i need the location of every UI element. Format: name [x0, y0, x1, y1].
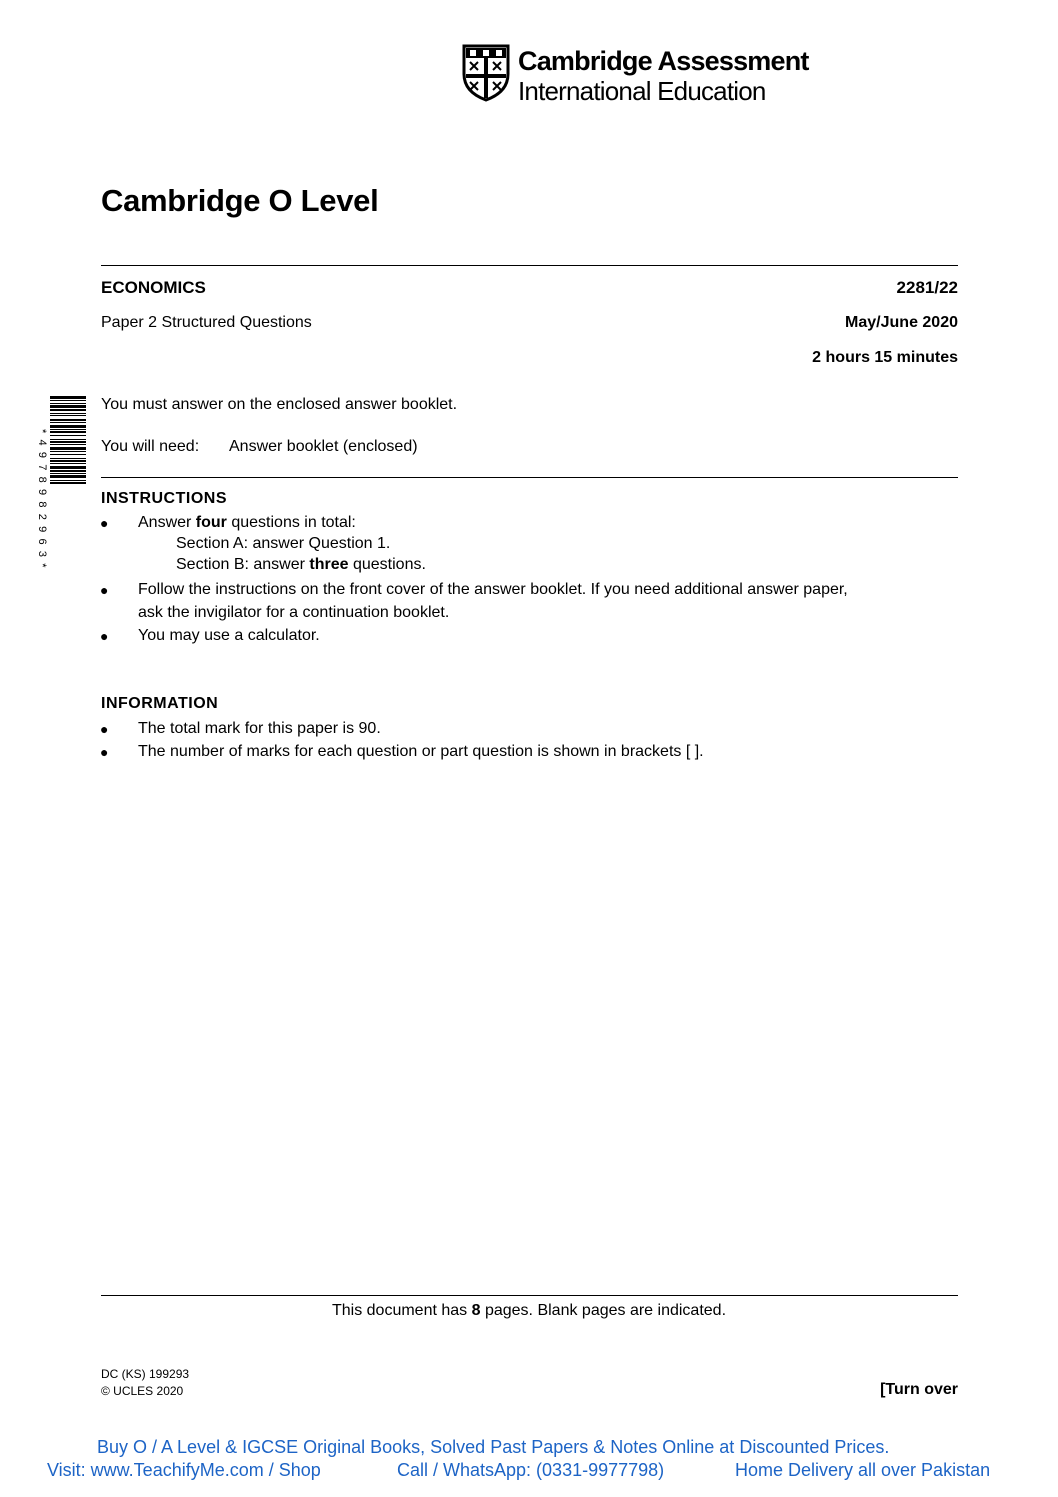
instruction-emphasis: four: [195, 514, 227, 531]
exam-session: May/June 2020: [845, 314, 958, 331]
need-value: Answer booklet (enclosed): [229, 438, 418, 455]
cambridge-logo: [462, 44, 809, 106]
document-code: DC (KS) 199293: [101, 1367, 190, 1381]
paper-code: 2281/22: [896, 278, 958, 297]
turn-over: [Turn over: [880, 1381, 958, 1398]
instruction-text: questions.: [348, 556, 426, 573]
information-heading: INFORMATION: [101, 695, 219, 712]
information-item: The total mark for this paper is 90.: [138, 720, 381, 737]
bullet: ●: [100, 721, 109, 737]
paper-name: Paper 2 Structured Questions: [101, 314, 312, 331]
instruction-text: Section B: answer: [176, 556, 310, 573]
instruction-item: You may use a calculator.: [138, 627, 320, 644]
advert-visit-link[interactable]: Visit: www.TeachifyMe.com / Shop: [47, 1460, 321, 1480]
exam-duration: 2 hours 15 minutes: [812, 349, 958, 366]
bullet: ●: [100, 744, 109, 760]
instruction-text: Follow the instructions on the front cover of the answer booklet. If you need additional answer paper,: [138, 581, 848, 598]
instruction-text: Answer: [138, 514, 196, 531]
instructions-heading: INSTRUCTIONS: [101, 490, 227, 507]
bullet: ●: [100, 515, 109, 531]
divider: [101, 1295, 958, 1296]
instruction-emphasis: three: [309, 556, 349, 573]
answer-note: You must answer on the enclosed answer booklet.: [101, 396, 458, 413]
subject: ECONOMICS: [101, 278, 206, 297]
instruction-text: ask the invigilator for a continuation booklet.: [138, 604, 450, 621]
advert-delivery: Home Delivery all over Pakistan: [735, 1460, 991, 1480]
candidate-barcode: [36, 394, 88, 604]
barcode-text: * 4 9 7 8 9 8 2 9 6 3 *: [36, 428, 48, 570]
divider: [101, 265, 958, 266]
cambridge-shield-icon: [462, 44, 510, 102]
need-label: You will need:: [101, 438, 200, 455]
page-count-text: This document has: [331, 1302, 472, 1319]
advert-line: Buy O / A Level & IGCSE Original Books, Solved Past Papers & Notes Online at Discounted Prices.: [97, 1437, 890, 1457]
information-item: The number of marks for each question or part question is shown in brackets [ ].: [138, 743, 704, 760]
advert-call: Call / WhatsApp: (0331-9977798): [397, 1460, 665, 1480]
page-count-text: pages. Blank pages are indicated.: [480, 1302, 727, 1319]
bullet: ●: [100, 628, 109, 644]
divider: [101, 477, 958, 478]
bullet: ●: [100, 582, 109, 598]
page-count-note: [0, 1302, 1058, 1320]
instruction-item: [138, 511, 356, 534]
section-a-instruction: Section A: answer Question 1.: [176, 535, 391, 552]
logo-line1: Cambridge Assessment: [518, 46, 809, 76]
page-count-number: 8: [471, 1302, 481, 1319]
copyright: © UCLES 2020: [101, 1384, 184, 1398]
section-b-instruction: [176, 556, 426, 574]
instruction-item: [138, 578, 848, 624]
logo-line2: International Education: [518, 76, 766, 106]
instruction-text: questions in total:: [226, 514, 356, 531]
page-title: Cambridge O Level: [101, 183, 379, 218]
